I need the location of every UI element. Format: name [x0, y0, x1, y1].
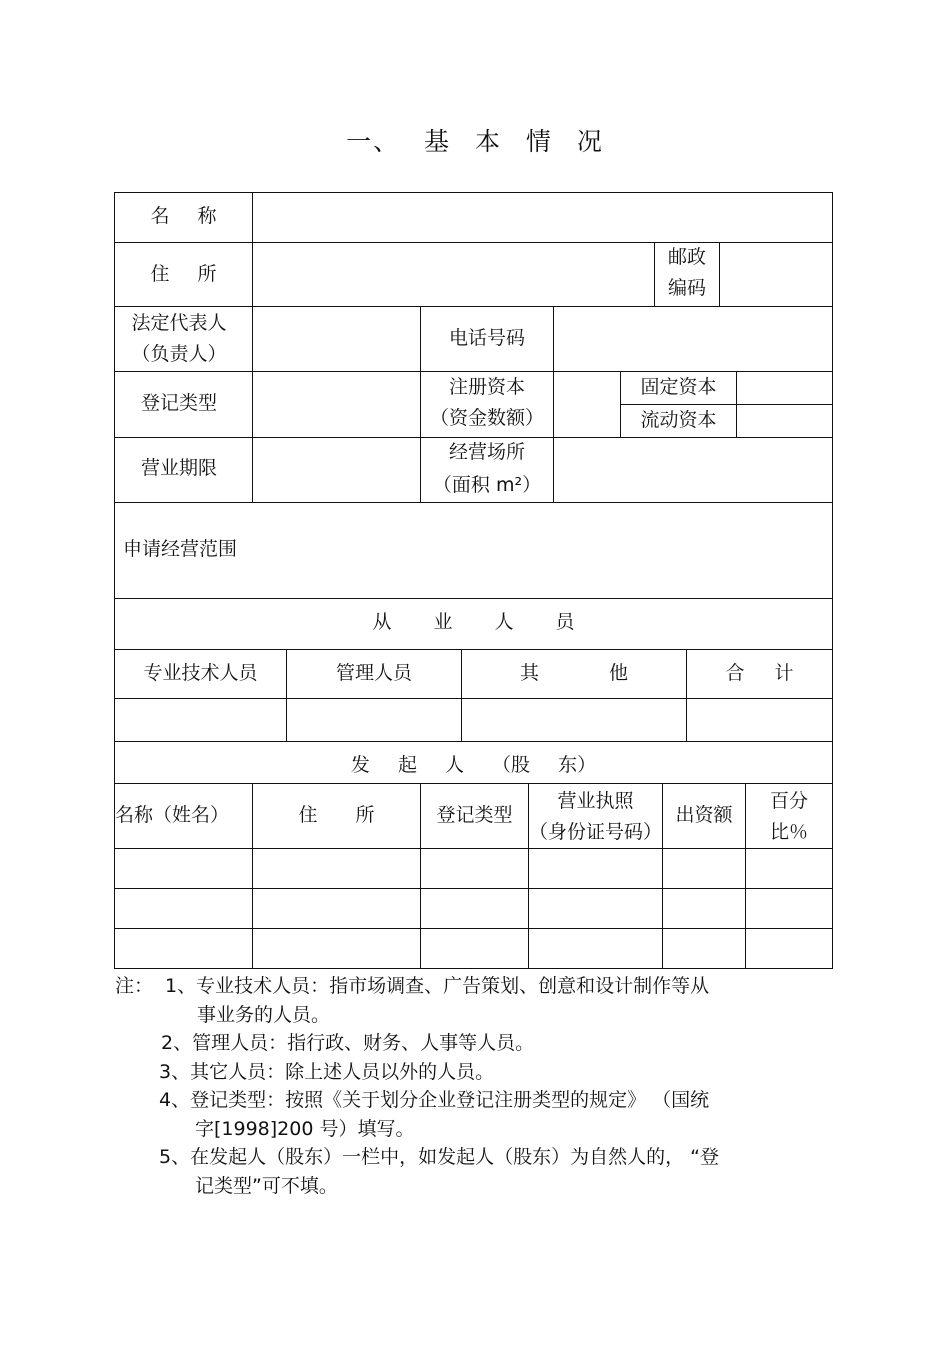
reg-type-label: 登记类型	[140, 392, 217, 414]
staff-technical-field[interactable]	[115, 699, 286, 741]
row-divider	[115, 598, 832, 599]
note-item	[115, 1143, 835, 1172]
legal-rep-label-line1: 法定代表人	[131, 312, 227, 334]
note-number: 5、	[159, 1146, 191, 1168]
premises-area-label: （面积 m²）	[432, 474, 542, 496]
reg-capital-field[interactable]	[554, 372, 620, 437]
table-row[interactable]	[115, 889, 832, 928]
reg-capital-label-line1: 注册资本	[448, 376, 525, 398]
note-number: 3、	[159, 1060, 191, 1083]
table-row[interactable]	[115, 849, 832, 888]
note-item-continuation	[115, 1115, 835, 1144]
founder-col-name: 名称（姓名）	[115, 804, 230, 826]
business-term-label: 营业期限	[140, 457, 217, 479]
row-divider	[115, 741, 832, 742]
note-text: 字[1998]200 号）填写。	[195, 1117, 415, 1140]
working-capital-field[interactable]	[737, 405, 832, 437]
row-divider	[115, 783, 832, 784]
fixed-capital-label: 固定资本	[640, 376, 717, 398]
note-item-continuation	[115, 1172, 835, 1201]
legal-rep-field[interactable]	[253, 307, 420, 371]
business-term-field[interactable]	[253, 438, 420, 502]
founder-col-address: 住 所	[298, 804, 375, 826]
note-item	[115, 1058, 835, 1087]
name-label: 名 称	[150, 205, 217, 227]
note-text: 登记类型：按照《关于划分企业登记注册类型的规定》 （国统	[190, 1089, 710, 1111]
postal-code-field[interactable]	[720, 243, 832, 306]
registration-form-table	[114, 192, 833, 969]
address-field[interactable]	[253, 243, 654, 306]
postal-label-line2: 编码	[667, 277, 706, 299]
fixed-capital-field[interactable]	[737, 372, 832, 404]
notes-section	[115, 972, 835, 1200]
staff-other-field[interactable]	[462, 699, 686, 741]
phone-label: 电话号码	[448, 327, 525, 349]
note-text: 记类型”可不填。	[195, 1174, 338, 1197]
note-text: 事业务的人员。	[197, 1003, 331, 1026]
founder-col-reg-type: 登记类型	[436, 804, 513, 826]
notes-prefix: 注：	[115, 975, 154, 997]
legal-rep-label-line2: （负责人）	[131, 343, 227, 365]
note-text: 其它人员：除上述人员以外的人员。	[190, 1060, 495, 1083]
scope-label: 申请经营范围	[123, 538, 238, 560]
page-title: 一、 基 本 情 况	[346, 127, 604, 156]
premises-label: 经营场所	[448, 441, 525, 463]
phone-field[interactable]	[554, 307, 832, 371]
staff-total-field[interactable]	[687, 699, 832, 741]
row-divider	[115, 649, 832, 650]
note-number: 4、	[159, 1089, 191, 1111]
founder-col-contribution: 出资额	[675, 804, 733, 826]
note-item	[115, 1029, 835, 1058]
founder-col-license-line1: 营业执照	[557, 790, 634, 812]
premises-field[interactable]	[554, 438, 832, 502]
reg-capital-label-line2: （资金数额）	[429, 407, 544, 429]
founder-col-license-line2: （身份证号码）	[529, 821, 663, 843]
postal-label-line1: 邮政	[667, 246, 706, 268]
staff-col-other: 其 他	[519, 662, 629, 684]
founder-header: 发 起 人 （股 东）	[350, 754, 597, 776]
note-text: 在发起人（股东）一栏中，如发起人（股东）为自然人的， “登	[190, 1146, 719, 1168]
note-number: 2、	[161, 1032, 193, 1054]
staff-col-technical: 专业技术人员	[143, 662, 258, 684]
name-field[interactable]	[253, 193, 832, 242]
staff-management-field[interactable]	[287, 699, 461, 741]
note-item	[115, 1086, 835, 1115]
note-number: 1、	[165, 975, 197, 997]
staff-col-total: 合 计	[725, 662, 794, 684]
staff-col-management: 管理人员	[335, 662, 412, 684]
note-item-continuation	[115, 1001, 835, 1030]
staff-header: 从 业 人 员	[372, 611, 575, 633]
note-text: 专业技术人员：指市场调查、广告策划、创意和设计制作等从	[196, 975, 710, 997]
table-row[interactable]	[115, 929, 832, 968]
working-capital-label: 流动资本	[640, 409, 717, 431]
reg-type-field[interactable]	[253, 372, 420, 437]
founder-col-percent-line1: 百分	[769, 790, 808, 812]
note-item	[115, 972, 835, 1001]
scope-field[interactable]	[265, 503, 832, 598]
address-label: 住 所	[150, 263, 217, 285]
note-text: 管理人员：指行政、财务、人事等人员。	[192, 1032, 535, 1054]
founder-col-percent-line2: 比％	[769, 821, 808, 843]
